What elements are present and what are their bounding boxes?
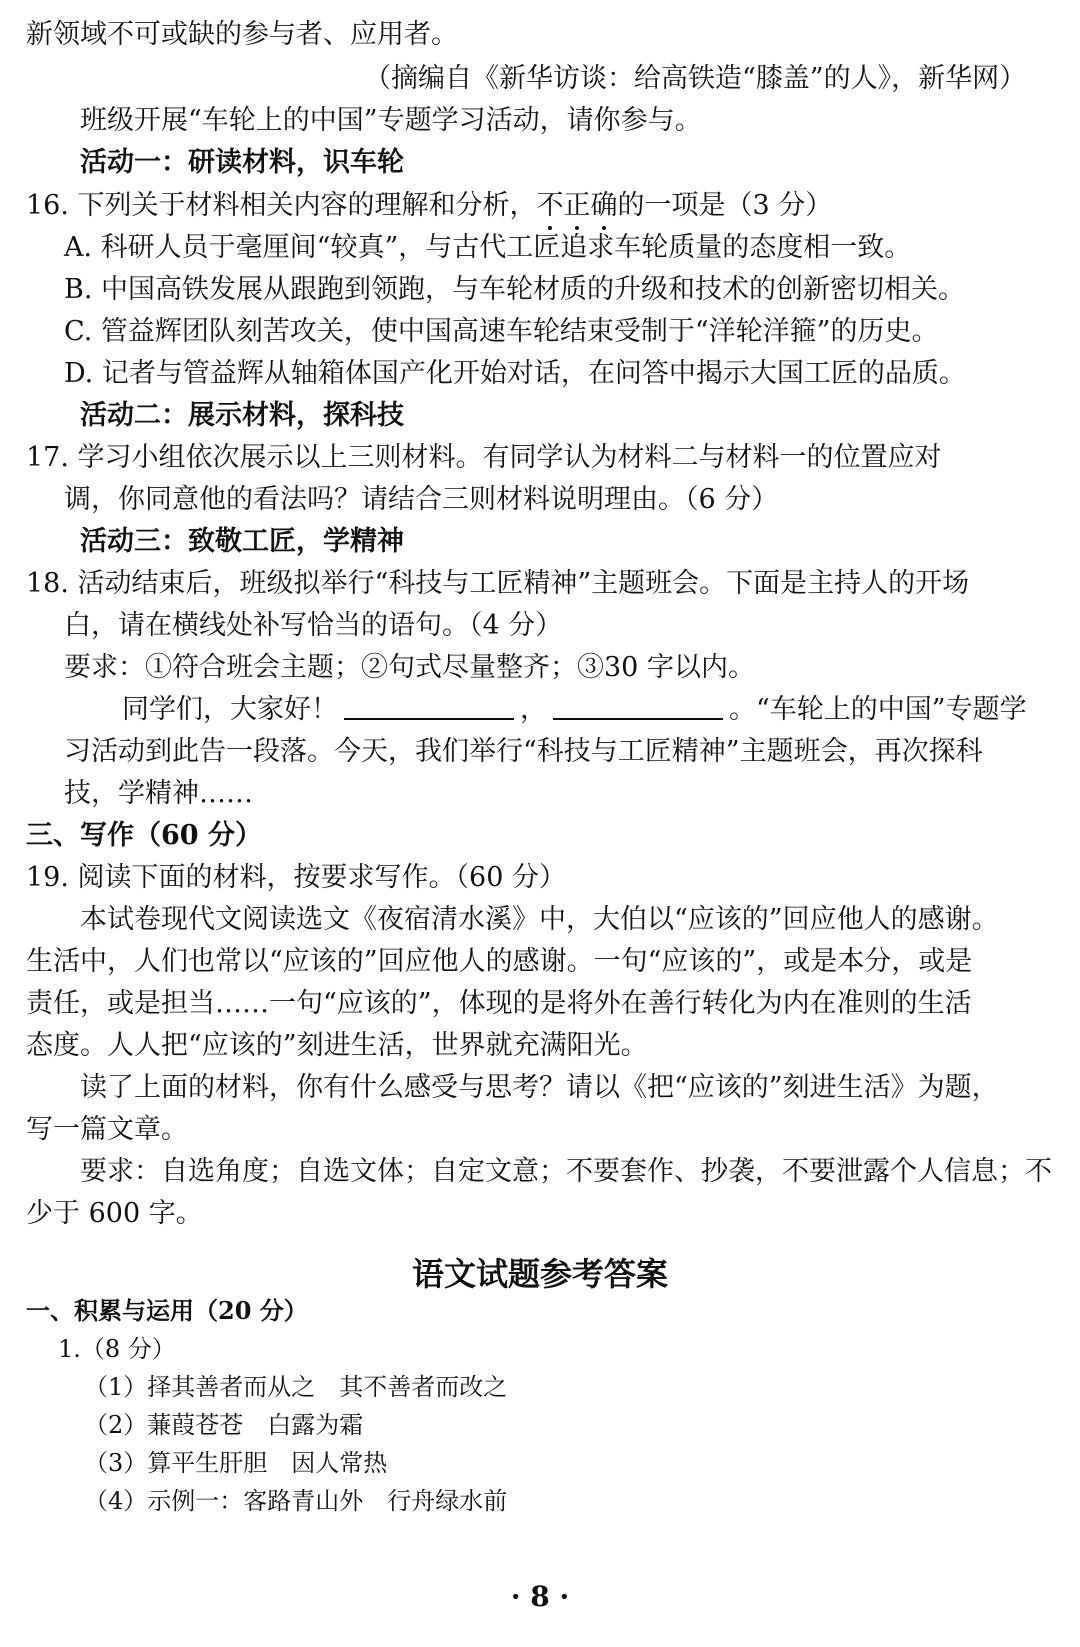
answer-1-item-2: （2）蒹葭苍苍 白露为霜 [84, 1411, 364, 1439]
answer-1-item-1: （1）择其善者而从之 其不善者而改之 [84, 1373, 508, 1401]
writing-prompt-line-2: 写一篇文章。 [26, 1114, 188, 1145]
section-3-heading: 三、写作（60 分） [26, 820, 262, 851]
question-18-line-2: 白，请在横线处补写恰当的语句。（4 分） [64, 610, 563, 641]
writing-prompt-line-1: 读了上面的材料，你有什么感受与思考？请以《把“应该的”刻进生活》为题， [80, 1072, 999, 1103]
text-line: 新领域不可或缺的参与者、应用者。 [26, 19, 458, 50]
emphasis-char: 正 [563, 190, 591, 221]
question-19: 19. 阅读下面的材料，按要求写作。（60 分） [26, 862, 566, 893]
material-paragraph-line-3: 责任，或是担当……一句“应该的”，体现的是将外在善行转化为内在准则的生活 [26, 988, 972, 1019]
material-paragraph-line-1: 本试卷现代文阅读选文《夜宿清水溪》中，大伯以“应该的”回应他人的感谢。 [80, 904, 999, 935]
q16-stem-pre: 16. 下列关于材料相关内容的理解和分析， [26, 190, 537, 221]
q16-option-a: A. 科研人员于毫厘间“较真”，与古代工匠追求车轮质量的态度相一致。 [64, 232, 912, 263]
prompt-comma: ， [520, 694, 547, 725]
page-number: · 8 · [510, 1580, 570, 1613]
q16-emphasis [537, 190, 618, 221]
question-17-line-2: 调，你同意他的看法吗？请结合三则材料说明理由。（6 分） [64, 484, 779, 515]
question-18-line-1: 18. 活动结束后，班级拟举行“科技与工匠精神”主题班会。下面是主持人的开场 [26, 568, 970, 599]
activity-1-heading: 活动一：研读材料，识车轮 [80, 147, 404, 178]
writing-requirements-line-2: 少于 600 字。 [26, 1198, 203, 1229]
emphasis-char: 不 [536, 190, 564, 221]
answer-section-1-heading: 一、积累与运用（20 分） [26, 1296, 308, 1325]
q16-option-d: D. 记者与管益辉从轴箱体国产化开始对话，在问答中揭示大国工匠的品质。 [64, 358, 966, 389]
question-18-prompt [122, 693, 1027, 727]
prompt-greeting: 同学们，大家好！ [122, 694, 338, 725]
writing-requirements-line-1: 要求：自选角度；自选文体；自定文意；不要套作、抄袭，不要泄露个人信息；不 [80, 1156, 1052, 1187]
source-citation: （摘编自《新华访谈：给高铁造“膝盖”的人》，新华网） [364, 63, 1027, 94]
question-16 [26, 189, 832, 223]
question-18-requirements: 要求：①符合班会主题；②句式尽量整齐；③30 字以内。 [64, 652, 755, 683]
intro-line: 班级开展“车轮上的中国”专题学习活动，请你参与。 [80, 105, 702, 136]
question-18-line-5: 习活动到此告一段落。今天，我们举行“科技与工匠精神”主题班会，再次探科 [64, 736, 983, 767]
answer-1-item-4: （4）示例一：客路青山外 行舟绿水前 [84, 1487, 508, 1515]
activity-2-heading: 活动二：展示材料，探科技 [80, 400, 404, 431]
answer-blank-1 [344, 718, 514, 720]
answer-key-title: 语文试题参考答案 [411, 1255, 668, 1293]
q16-stem-post: 的一项是（3 分） [617, 190, 833, 221]
q16-option-c: C. 管益辉团队刻苦攻关，使中国高速车轮结束受制于“洋轮洋箍”的历史。 [64, 316, 939, 347]
emphasis-char: 确 [590, 190, 618, 221]
activity-3-heading: 活动三：致敬工匠，学精神 [80, 526, 404, 557]
q16-option-b: B. 中国高铁发展从跟跑到领跑，与车轮材质的升级和技术的创新密切相关。 [64, 274, 966, 305]
material-paragraph-line-4: 态度。人人把“应该的”刻进生活，世界就充满阳光。 [26, 1030, 648, 1061]
answer-1: 1.（8 分） [58, 1335, 176, 1363]
prompt-continuation: 。“车轮上的中国”专题学 [729, 694, 1027, 725]
answer-blank-2 [553, 718, 723, 720]
question-17-line-1: 17. 学习小组依次展示以上三则材料。有同学认为材料二与材料一的位置应对 [26, 442, 942, 473]
answer-1-item-3: （3）算平生肝胆 因人常热 [84, 1449, 388, 1477]
material-paragraph-line-2: 生活中，人们也常以“应该的”回应他人的感谢。一句“应该的”，或是本分，或是 [26, 946, 973, 977]
question-18-line-6: 技，学精神…… [64, 778, 253, 809]
